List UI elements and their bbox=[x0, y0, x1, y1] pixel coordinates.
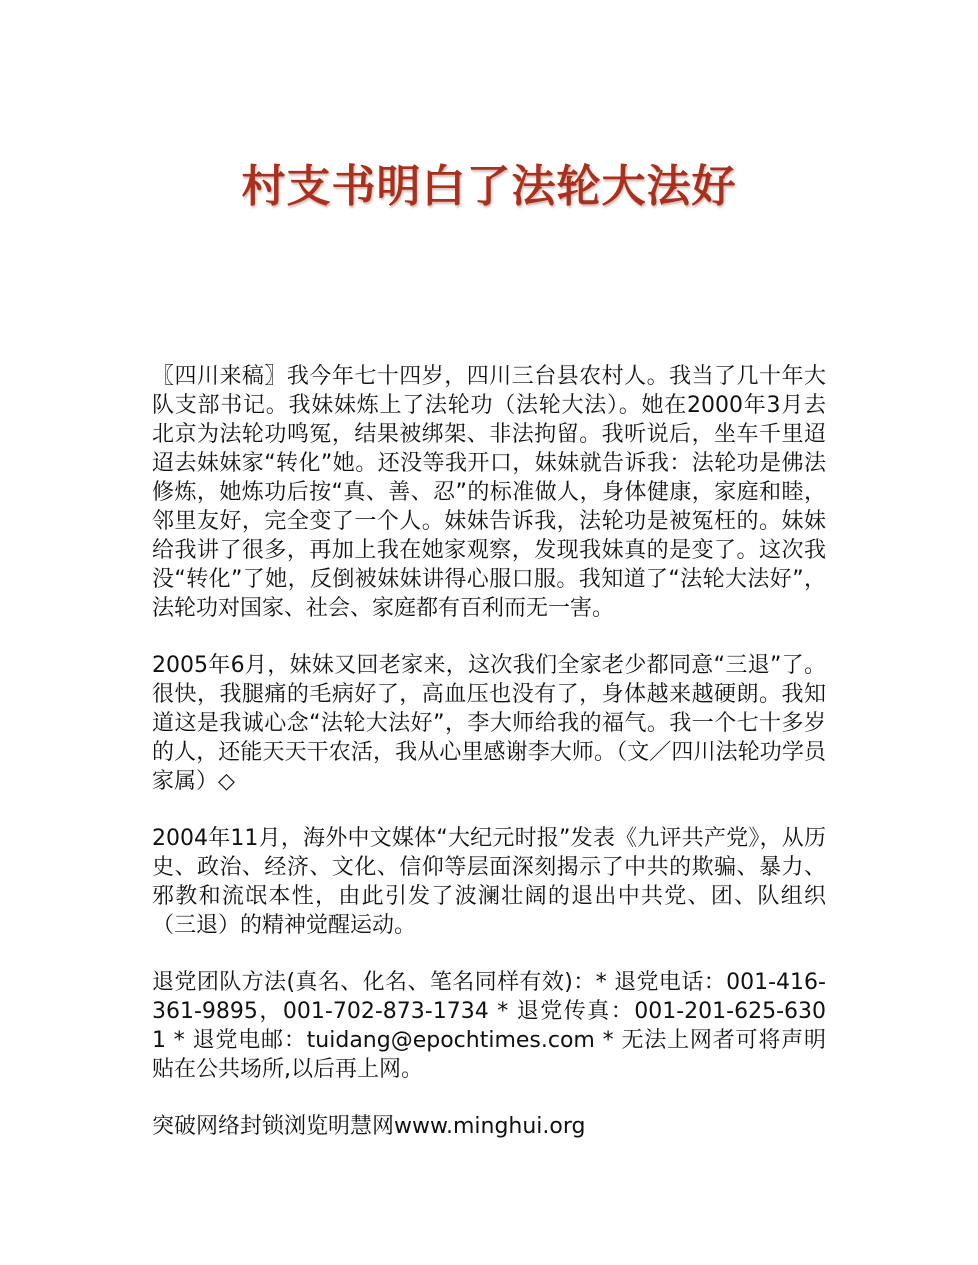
article-body bbox=[152, 362, 826, 1141]
contact-info-paragraph: 退党团队方法(真名、化名、笔名同样有效)：* 退党电话：001-416-361-9895，001-702-873-1734 * 退党传真：001-201-625-6301 * 退党电邮：tuidang@epochtimes.com * 无法上网者可将声明贴在公共场所,以后再上网。 bbox=[152, 970, 826, 1082]
website-footer-line: 突破网络封锁浏览明慧网www.minghui.org bbox=[152, 1114, 586, 1139]
page-title: 村支书明白了法轮大法好 bbox=[241, 161, 737, 212]
article-paragraph-background: 2004年11月，海外中文媒体“大纪元时报”发表《九评共产党》，从历史、政治、经济、文化、信仰等层面深刻揭示了中共的欺骗、暴力、邪教和流氓本性，由此引发了波澜壮阔的退出中共党、团、队组织（三退）的精神觉醒运动。 bbox=[152, 826, 826, 938]
article-paragraph-followup: 2005年6月，妹妹又回老家来，这次我们全家老少都同意“三退”了。很快，我腿痛的毛病好了，高血压也没有了，身体越来越硬朗。我知道这是我诚心念“法轮大法好”，李大师给我的福气。我一个七十多岁的人，还能天天干农活，我从心里感谢李大师。（文／四川法轮功学员家属）◇ bbox=[152, 653, 826, 794]
article-paragraph-story: 〖四川来稿〗我今年七十四岁，四川三台县农村人。我当了几十年大队支部书记。我妹妹炼上了法轮功（法轮大法）。她在2000年3月去北京为法轮功鸣冤，结果被绑架、非法拘留。我听说后，坐车千里迢迢去妹妹家“转化”她。还没等我开口，妹妹就告诉我：法轮功是佛法修炼，她炼功后按“真、善、忍”的标准做人，身体健康，家庭和睦，邻里友好，完全变了一个人。妹妹告诉我，法轮功是被冤枉的。妹妹给我讲了很多，再加上我在她家观察，发现我妹真的是变了。这次我没“转化”了她，反倒被妹妹讲得心服口服。我知道了“法轮大法好”，法轮功对国家、社会、家庭都有百利而无一害。 bbox=[152, 364, 826, 621]
